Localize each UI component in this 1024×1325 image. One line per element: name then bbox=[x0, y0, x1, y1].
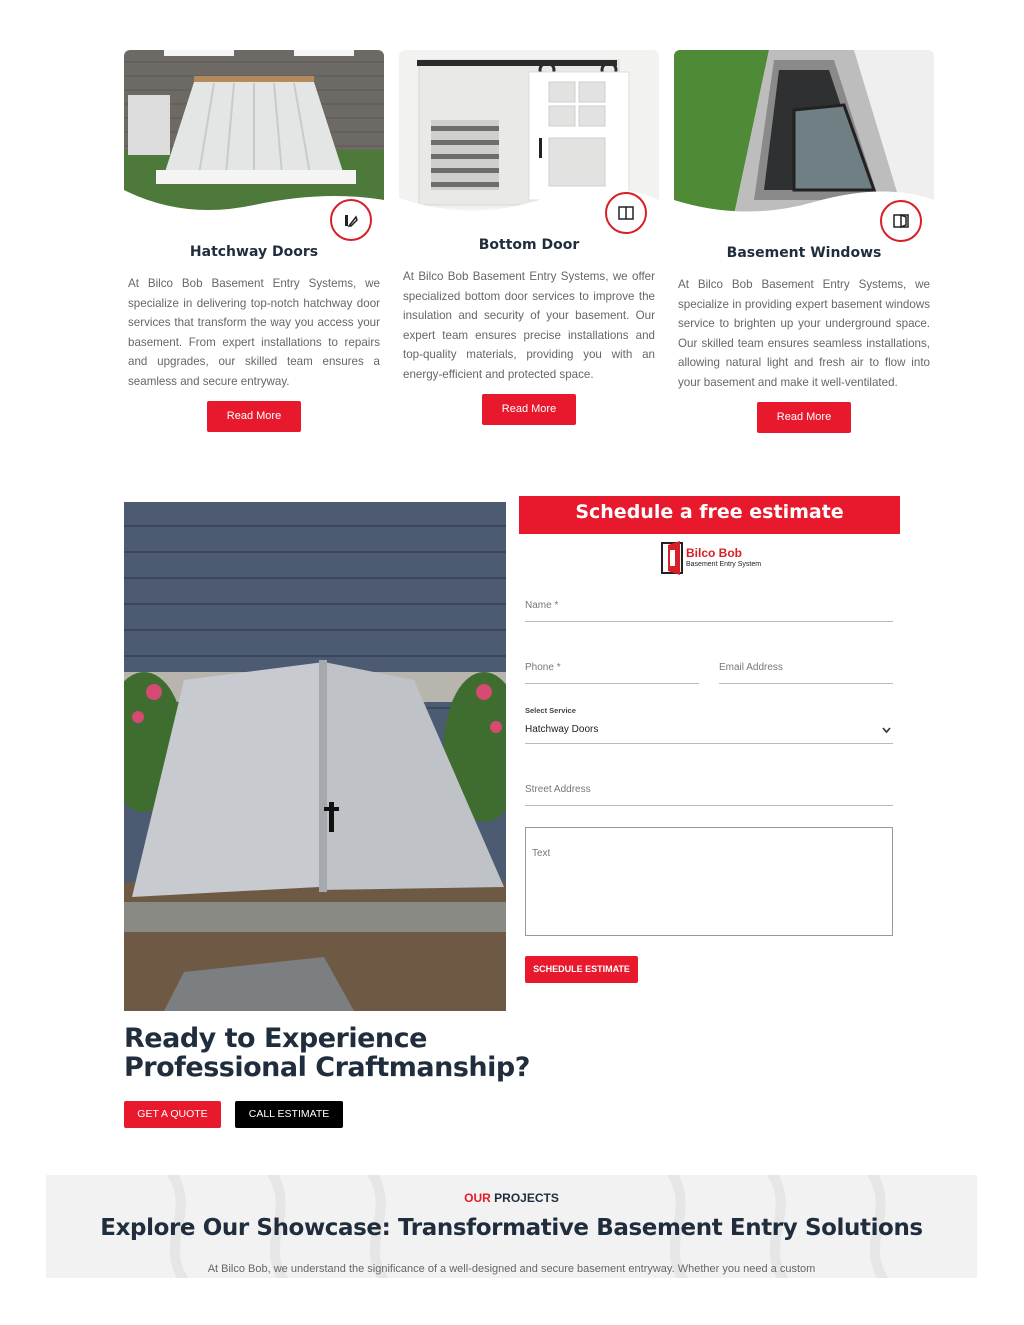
door-panel-icon bbox=[605, 192, 647, 234]
name-field[interactable] bbox=[525, 590, 893, 622]
card-title: Bottom Door bbox=[478, 237, 580, 253]
street-placeholder: Street Address bbox=[525, 784, 591, 795]
window-icon bbox=[880, 200, 922, 242]
card-title: Hatchway Doors bbox=[189, 244, 319, 260]
eyebrow-dark: PROJECTS bbox=[494, 1191, 559, 1205]
get-a-quote-button[interactable]: GET A QUOTE bbox=[124, 1101, 221, 1128]
call-estimate-button[interactable]: CALL ESTIMATE bbox=[235, 1101, 343, 1128]
hatchway-door-image bbox=[124, 50, 384, 215]
card-description: At Bilco Bob Basement Entry Systems, we specialize in providing expert basement windows service to brighten up your underground space. Our skilled team ensures seamless installations, allowing natural light and fresh air to flow into your basement and make it well-ventilated. bbox=[678, 278, 930, 389]
eyebrow-red: OUR bbox=[464, 1191, 491, 1205]
service-selected-value: Hatchway Doors bbox=[525, 724, 599, 735]
email-field[interactable] bbox=[719, 652, 893, 684]
bulkhead-door-photo bbox=[124, 502, 506, 1011]
projects-section bbox=[46, 1175, 977, 1278]
schedule-estimate-button[interactable]: SCHEDULE ESTIMATE bbox=[525, 956, 638, 983]
projects-description: At Bilco Bob, we understand the significance of a well-designed and secure basement entryway. Whether you need a custom bbox=[207, 1263, 816, 1275]
logo-name: Bilco Bob bbox=[686, 546, 742, 560]
cta-heading-line2: Professional Craftmanship? bbox=[124, 1052, 530, 1083]
phone-field[interactable] bbox=[525, 652, 699, 684]
chevron-down-icon bbox=[882, 727, 891, 734]
email-placeholder: Email Address bbox=[719, 662, 783, 673]
basement-window-image bbox=[674, 50, 934, 215]
street-address-field[interactable] bbox=[525, 774, 893, 806]
service-label: Select Service bbox=[525, 706, 576, 715]
service-card-hatchway bbox=[124, 50, 384, 432]
name-placeholder: Name * bbox=[525, 600, 559, 611]
service-card-bottom-door bbox=[399, 50, 659, 425]
logo-tagline: Basement Entry System bbox=[686, 561, 762, 568]
message-textarea[interactable] bbox=[525, 827, 893, 936]
read-more-button[interactable]: Read More bbox=[757, 402, 851, 433]
form-header: Schedule a free estimate bbox=[519, 496, 900, 534]
read-more-button[interactable]: Read More bbox=[207, 401, 301, 432]
card-description: At Bilco Bob Basement Entry Systems, we offer specialized bottom door services to improve the insulation and security of your basement. Our expert team ensures precise installations and top-quality materials, providing you with an energy-efficient and protected space. bbox=[403, 270, 655, 381]
projects-heading: Explore Our Showcase: Transformative Basement Entry Solutions bbox=[100, 1215, 923, 1241]
text-placeholder: Text bbox=[532, 848, 551, 859]
bottom-door-image bbox=[399, 50, 659, 215]
cta-heading-line1: Ready to Experience bbox=[124, 1023, 427, 1054]
projects-eyebrow bbox=[46, 1191, 977, 1205]
phone-placeholder: Phone * bbox=[525, 662, 561, 673]
read-more-button[interactable]: Read More bbox=[482, 394, 576, 425]
hatch-door-icon bbox=[330, 199, 372, 241]
card-title: Basement Windows bbox=[726, 245, 882, 261]
card-description: At Bilco Bob Basement Entry Systems, we specialize in delivering top-notch hatchway door services that transform the way you access your basement. From expert installations to repairs and upgrades, our skilled team ensures a seamless and secure entryway. bbox=[128, 277, 380, 388]
bilco-bob-logo bbox=[660, 540, 770, 576]
cta-heading bbox=[124, 1024, 530, 1082]
service-select[interactable] bbox=[525, 718, 893, 744]
service-card-basement-windows bbox=[674, 50, 934, 433]
